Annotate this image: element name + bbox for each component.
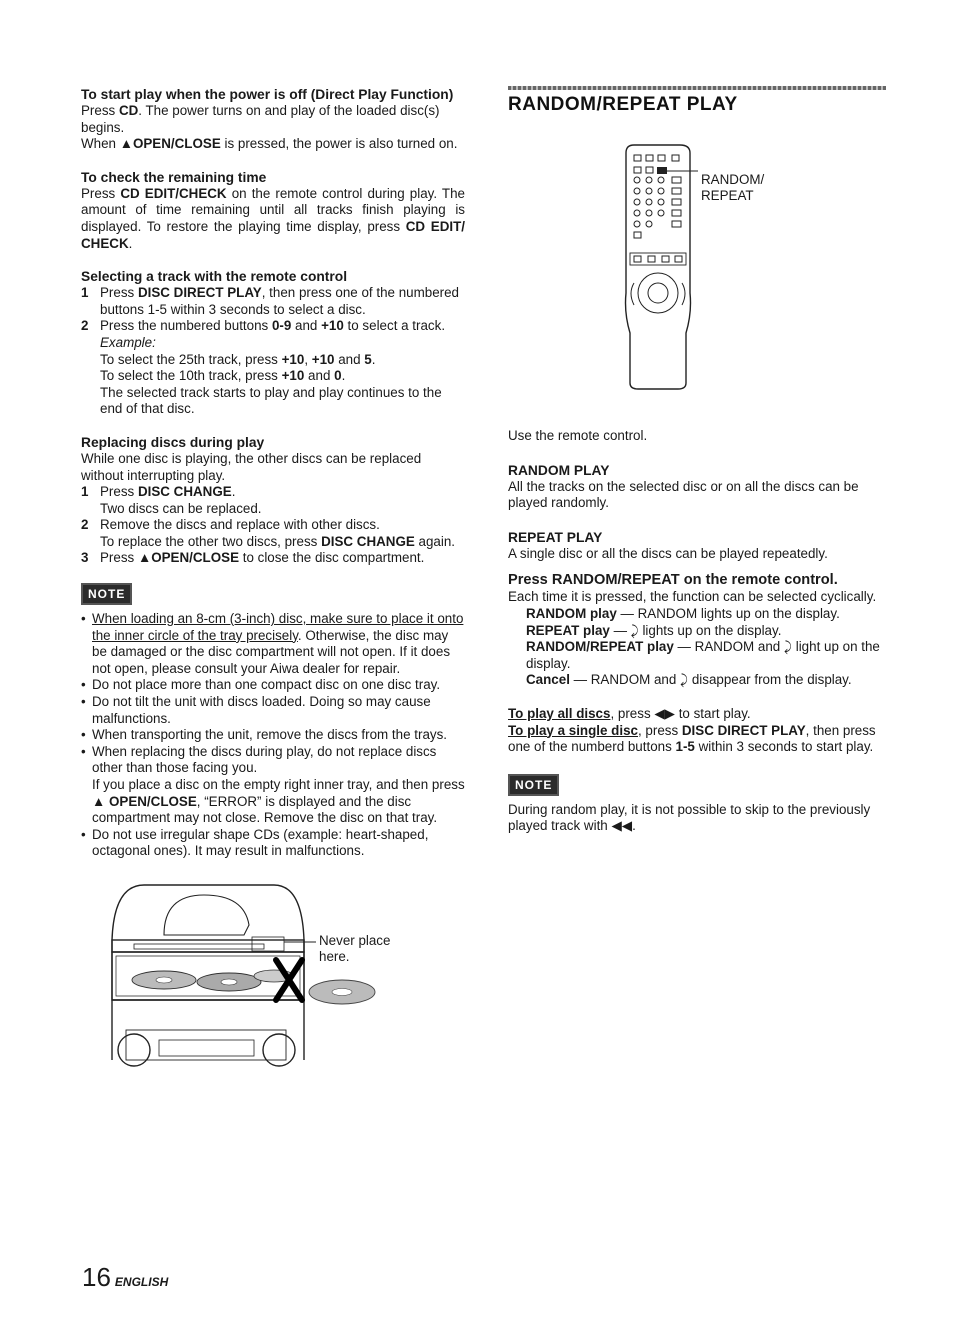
mode-repeat: REPEAT play — ⤸ lights up on the display. <box>526 622 782 638</box>
skip-back-icon: ◀◀ <box>611 818 633 834</box>
repeat-play-heading: REPEAT PLAY <box>508 529 603 545</box>
play-single-disc: To play a single disc, press DISC DIRECT PLAY, then press one of the numberd buttons 1-5 within 3 seconds to start play. <box>508 722 876 755</box>
example-label: Example: <box>100 334 156 350</box>
note-bullet-5: • When replacing the discs during play, do not replace discs other than those facing you. <box>81 743 437 776</box>
press-random-repeat-heading: Press RANDOM/REPEAT on the remote control. <box>508 572 838 589</box>
play-pause-icon: ◀▶ <box>654 705 675 721</box>
example-line-1: To select the 25th track, press +10, +10 and 5. <box>100 351 376 367</box>
random-repeat-button <box>657 167 667 174</box>
repeat-icon: ⤸ <box>630 622 639 638</box>
replacing-discs-heading: Replacing discs during play <box>81 434 265 450</box>
use-remote-text: Use the remote control. <box>508 428 648 443</box>
note-right-text: During random play, it is not possible to skip to the previously played track with ◀◀. <box>508 801 871 834</box>
mode-random: RANDOM play — RANDOM lights up on the display. <box>526 605 840 621</box>
repeat-play-text: A single disc or all the discs can be played repeatedly. <box>508 545 828 561</box>
note-badge-right: NOTE <box>508 774 559 796</box>
note-bullet-6: • Do not use irregular shape CDs (example: heart-shaped, octagonal ones). It may result in malfunctions. <box>81 826 429 859</box>
select-track-step-2: 2 Press the numbered buttons 0-9 and +10 to select a track. <box>81 318 446 334</box>
direct-play-text-1: Press CD. The power turns on and play of the loaded disc(s) begins. <box>81 103 440 135</box>
replacing-intro: While one disc is playing, the other discs can be replaced without interrupting play. <box>81 450 422 483</box>
random-play-text: All the tracks on the selected disc or on all the discs can be played randomly. <box>508 478 859 511</box>
select-track-step-1: 1 Press DISC DIRECT PLAY, then press one of the numbered buttons 1-5 within 3 seconds to select a disc. <box>81 285 459 317</box>
direct-play-heading: To start play when the power is off (Direct Play Function) <box>81 87 454 102</box>
note-bullet-4: • When transporting the unit, remove the discs from the trays. <box>81 727 448 743</box>
note-badge: NOTE <box>81 583 132 605</box>
note-bullet-3: • Do not tilt the unit with discs loaded. Doing so may cause malfunctions. <box>81 694 431 726</box>
replacing-step-1: 1 Press DISC CHANGE. <box>81 484 236 500</box>
remote-illustration <box>620 143 698 398</box>
press-intro: Each time it is pressed, the function can be selected cyclically. <box>508 589 877 605</box>
replacing-step-2: 2 Remove the discs and replace with other discs. <box>81 517 380 533</box>
remaining-time-heading: To check the remaining time <box>81 169 267 185</box>
right-column-body <box>508 428 888 835</box>
replacing-step-3: 3 Press ▲OPEN/CLOSE to close the disc compartment. <box>81 550 425 566</box>
repeat-icon: ⤸ <box>680 672 689 688</box>
note-bullet-1: • When loading an 8-cm (3-inch) disc, make sure to place it onto the inner circle of the tray precisely. Otherwise, the disc may be damaged or the disc compartment will not open. If it does not open, please consult your Aiwa dealer for repair. <box>81 611 464 676</box>
example-line-2: To select the 10th track, press +10 and 0. <box>100 368 346 384</box>
direct-play-text-2: When ▲OPEN/CLOSE is pressed, the power is also turned on. <box>81 136 458 152</box>
replacing-step-1-detail: Two discs can be replaced. <box>100 500 262 516</box>
repeat-icon: ⤸ <box>783 639 792 655</box>
language-label: ENGLISH <box>114 1275 169 1289</box>
section-title: RANDOM/REPEAT PLAY <box>508 94 738 115</box>
page-footer <box>82 1262 168 1297</box>
random-repeat-label: RANDOM/ REPEAT <box>701 172 765 203</box>
left-column <box>81 86 465 860</box>
select-track-heading: Selecting a track with the remote control <box>81 269 348 285</box>
note-bullet-2: • Do not place more than one compact disc on one disc tray. <box>81 677 441 693</box>
remote-control-drawing <box>620 143 698 393</box>
right-column <box>508 86 888 116</box>
select-track-after: The selected track starts to play and play continues to the end of that disc. <box>100 384 442 417</box>
mode-cancel: Cancel — RANDOM and ⤸ disappear from the display. <box>526 672 852 688</box>
play-all-discs: To play all discs, press ◀▶ to start play. <box>508 705 751 721</box>
remaining-time-text: Press CD EDIT/CHECK on the remote control during play. The amount of time remaining until all tracks finish playing is displayed. To restore the playing time display, press CD EDIT/ CHECK. <box>81 185 465 251</box>
never-place-here-label: Never place here. <box>319 933 391 964</box>
cd-changer-drawing <box>104 880 414 1070</box>
random-play-heading: RANDOM PLAY <box>508 462 610 478</box>
replacing-step-2-detail: To replace the other two discs, press DISC CHANGE again. <box>100 533 456 549</box>
page-number: 16 <box>82 1262 111 1292</box>
title-rule <box>508 86 886 90</box>
mode-random-repeat: RANDOM/REPEAT play — RANDOM and ⤸ light up on the display. <box>526 639 880 671</box>
cd-unit-illustration <box>104 880 414 1075</box>
note-bullet-5-detail: If you place a disc on the empty right inner tray, and then press ▲ OPEN/CLOSE, “ERROR” is displayed and the disc compartment may not close. Remove the disc on that tray. <box>92 777 465 826</box>
